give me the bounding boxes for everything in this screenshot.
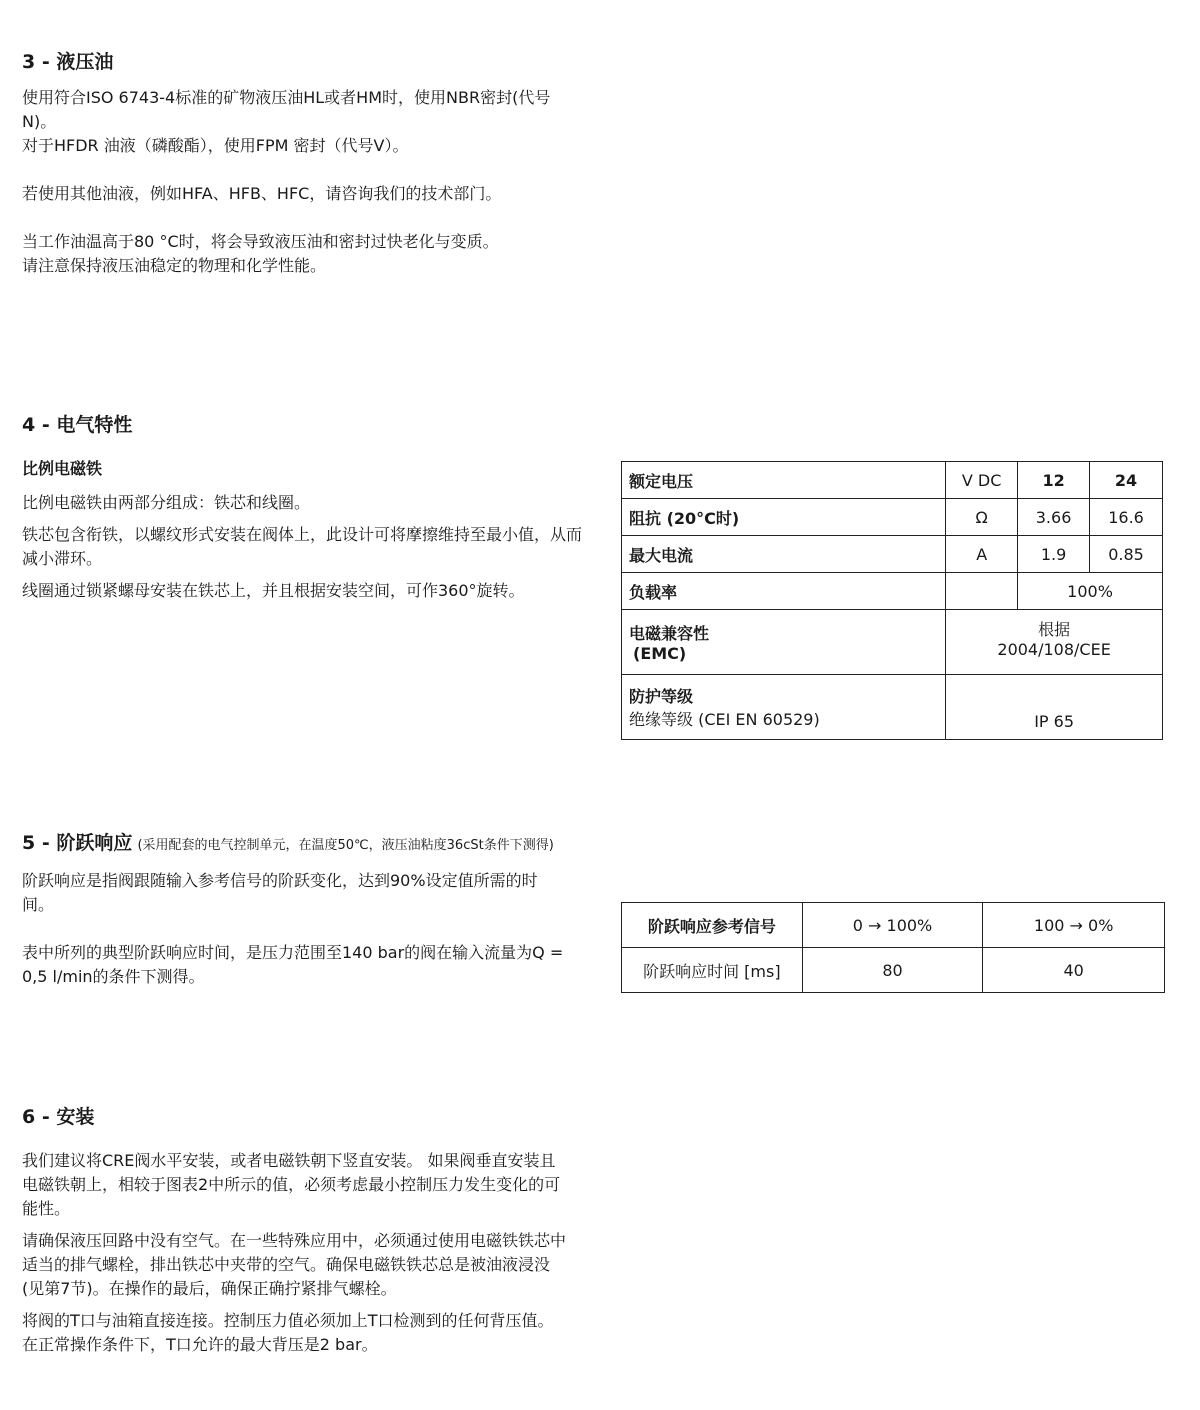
table-cell: 100% xyxy=(1018,573,1163,610)
section-3-title: 3 - 液压油 xyxy=(22,51,114,73)
electrical-table xyxy=(621,461,1163,740)
table-row xyxy=(622,536,1163,573)
table-cell: 3.66 xyxy=(1018,499,1090,536)
paragraph: 比例电磁铁由两部分组成：铁芯和线圈。 xyxy=(22,493,311,512)
table-cell: 40 xyxy=(983,948,1165,993)
table-cell: 1.9 xyxy=(1018,536,1090,573)
paragraph: 请确保液压回路中没有空气。在一些特殊应用中，必须通过使用电磁铁铁芯中适当的排气螺栓，排出铁芯中夹带的空气。确保电磁铁铁芯总是被油液浸没(见第7节)。在操作的最后，确保正确拧紧排气螺栓。 xyxy=(22,1231,567,1298)
paragraph: 对于HFDR 油液（磷酸酯），使用FPM 密封（代号V）。 xyxy=(22,136,409,155)
paragraph: 若使用其他油液，例如HFA、HFB、HFC，请咨询我们的技术部门。 xyxy=(22,184,502,203)
paragraph: 阶跃响应是指阀跟随输入参考信号的阶跃变化，达到90%设定值所需的时间。 xyxy=(22,871,538,914)
table-row xyxy=(622,573,1163,610)
paragraph: 使用符合ISO 6743-4标准的矿物液压油HL或者HM时，使用NBR密封(代号N)。 xyxy=(22,88,551,131)
table-cell: 100 → 0% xyxy=(983,903,1165,948)
table-cell xyxy=(946,675,1163,740)
section-step-response xyxy=(22,831,567,989)
section-hydraulic-oil xyxy=(22,50,582,278)
cell-line: 电磁兼容性 xyxy=(629,624,710,643)
section-electrical xyxy=(22,413,582,603)
table-cell xyxy=(946,610,1163,675)
table-row xyxy=(622,610,1163,675)
cell-line: 2004/108/CEE xyxy=(997,640,1111,659)
cell-line: 根据 xyxy=(1038,620,1071,639)
cell-value: IP 65 xyxy=(1034,712,1075,731)
table-cell xyxy=(946,573,1018,610)
table-row xyxy=(622,903,1165,948)
table-cell: 阶跃响应时间 [ms] xyxy=(622,948,803,993)
section-5-note: (采用配套的电气控制单元，在温度50℃，液压油粘度36cSt条件下测得) xyxy=(137,838,554,853)
table-cell: 0 → 100% xyxy=(802,903,983,948)
table-cell: 12 xyxy=(1018,462,1090,499)
table-row xyxy=(622,948,1165,993)
step-response-table xyxy=(621,902,1165,993)
table-cell: 0.85 xyxy=(1090,536,1163,573)
table-cell: Ω xyxy=(946,499,1018,536)
table-cell: 负载率 xyxy=(622,573,946,610)
paragraph: 铁芯包含衔铁，以螺纹形式安装在阀体上，此设计可将摩擦维持至最小值，从而减小滞环。 xyxy=(22,525,583,568)
section-installation xyxy=(22,1105,567,1357)
cell-line: 防护等级 xyxy=(629,687,694,706)
paragraph: 请注意保持液压油稳定的物理和化学性能。 xyxy=(22,256,327,275)
subsection-title: 比例电磁铁 xyxy=(22,459,103,478)
paragraph: 线圈通过锁紧螺母安装在铁芯上，并且根据安装空间，可作360°旋转。 xyxy=(22,581,525,600)
table-row xyxy=(622,499,1163,536)
section-5-title: 5 - 阶跃响应 xyxy=(22,832,133,854)
table-row xyxy=(622,462,1163,499)
section-6-title: 6 - 安装 xyxy=(22,1106,95,1128)
table-cell: 80 xyxy=(802,948,983,993)
table-row xyxy=(622,675,1163,740)
table-cell: 16.6 xyxy=(1090,499,1163,536)
table-cell: 最大电流 xyxy=(622,536,946,573)
table-cell: 24 xyxy=(1090,462,1163,499)
table-cell: 阻抗 (20°C时) xyxy=(622,499,946,536)
table-cell: 阶跃响应参考信号 xyxy=(622,903,803,948)
table-cell: V DC xyxy=(946,462,1018,499)
section-4-title: 4 - 电气特性 xyxy=(22,414,133,436)
paragraph: 我们建议将CRE阀水平安装，或者电磁铁朝下竖直安装。 如果阀垂直安装且电磁铁朝上，相较于图表2中所示的值，必须考虑最小控制压力发生变化的可能性。 xyxy=(22,1151,561,1218)
table-cell xyxy=(622,675,946,740)
cell-line: (EMC) xyxy=(633,644,687,663)
paragraph: 表中所列的典型阶跃响应时间，是压力范围至140 bar的阀在输入流量为Q = 0,5 l/min的条件下测得。 xyxy=(22,943,564,986)
table-cell xyxy=(622,610,946,675)
table-cell: A xyxy=(946,536,1018,573)
cell-line: 绝缘等级 (CEI EN 60529) xyxy=(629,710,820,729)
section-5-heading xyxy=(22,831,567,857)
paragraph: 当工作油温高于80 °C时，将会导致液压油和密封过快老化与变质。 xyxy=(22,232,499,251)
table-cell: 额定电压 xyxy=(622,462,946,499)
paragraph: 将阀的T口与油箱直接连接。控制压力值必须加上T口检测到的任何背压值。在正常操作条件下，T口允许的最大背压是2 bar。 xyxy=(22,1311,554,1354)
